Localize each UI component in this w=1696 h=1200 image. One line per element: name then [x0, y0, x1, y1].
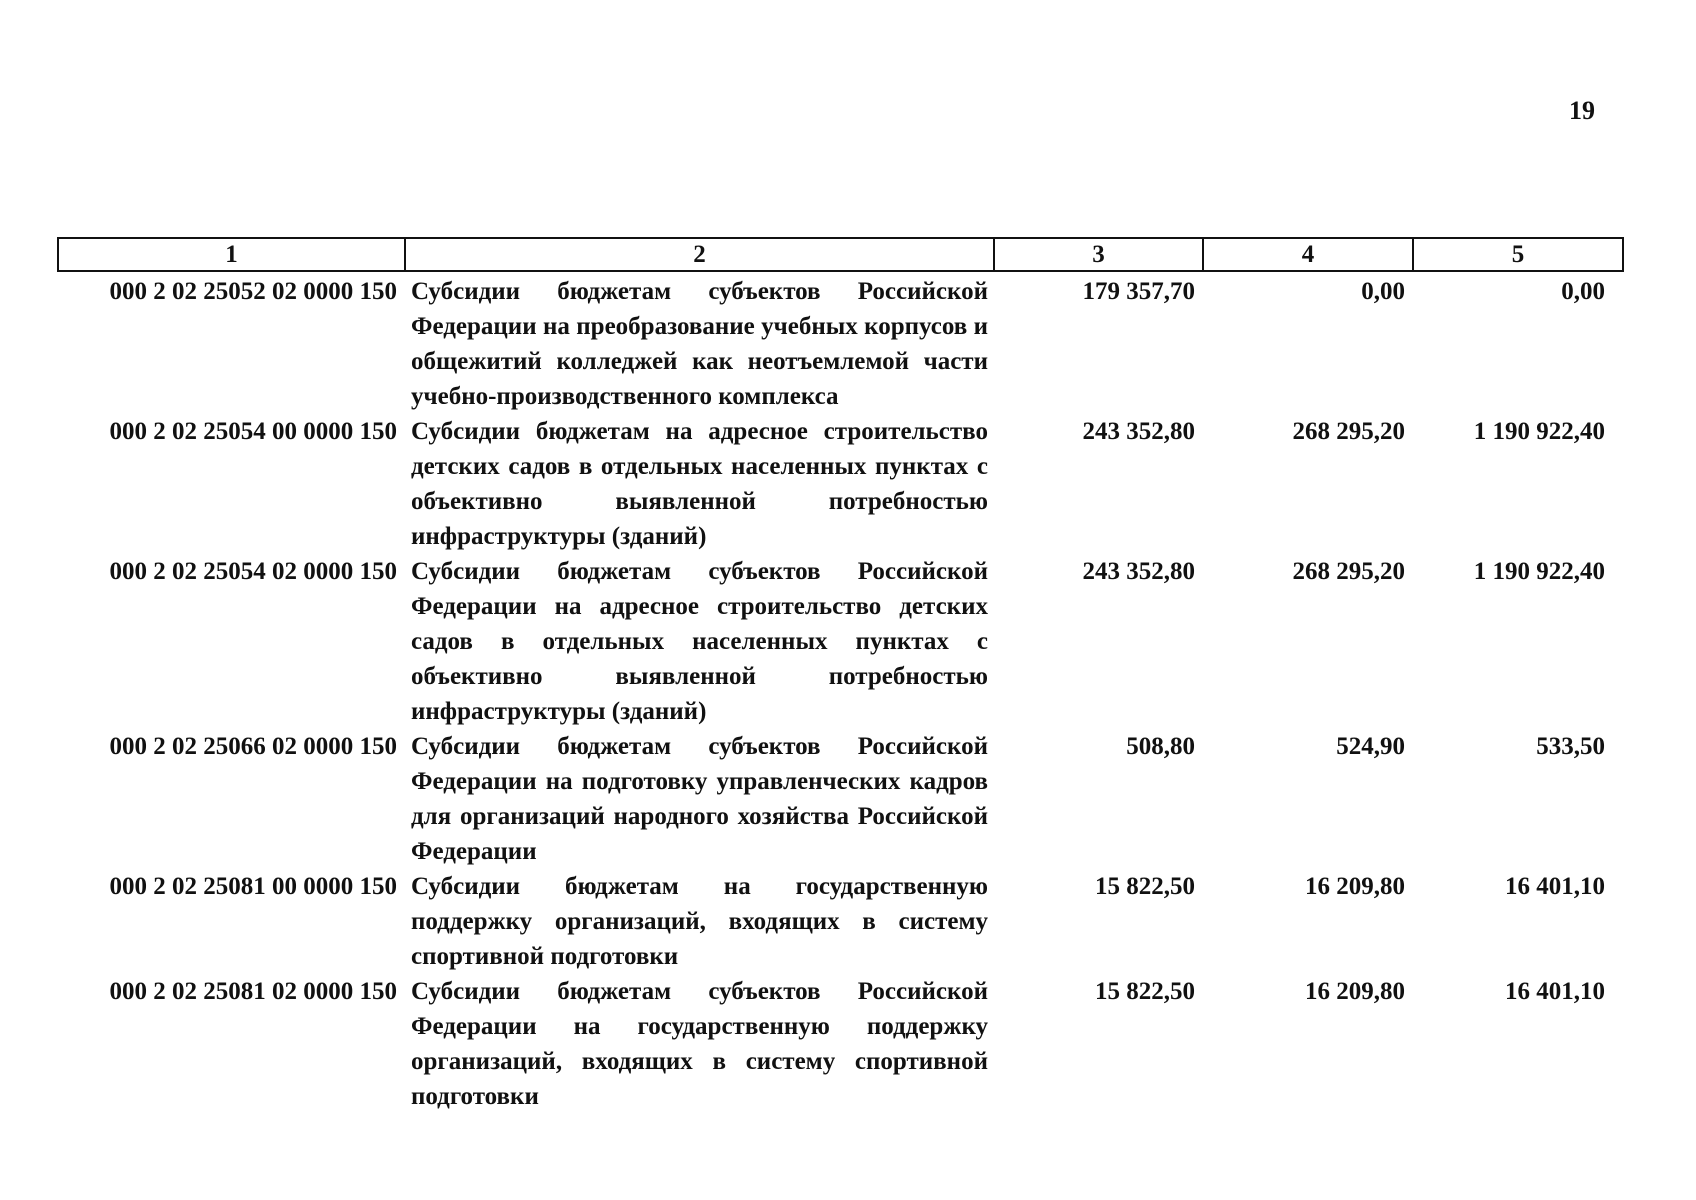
amount-col-4: 0,00	[1361, 278, 1405, 305]
table-row	[58, 271, 1623, 414]
amount-col-5: 16 401,10	[1505, 873, 1605, 900]
amount-col-5: 1 190 922,40	[1473, 558, 1605, 585]
header-col-2: 2	[405, 238, 994, 271]
budget-code: 000 2 02 25081 02 0000 150	[109, 978, 397, 1005]
item-description: Субсидии бюджетам субъектов Российской Федерации на подготовку управленческих кадров для организаций народного хозяйства Российской Федерации	[411, 733, 988, 865]
amount-col-3: 15 822,50	[1095, 978, 1195, 1005]
amount-col-3: 179 357,70	[1082, 278, 1195, 305]
header-row	[58, 238, 1623, 271]
amount-col-3: 243 352,80	[1082, 558, 1195, 585]
amount-col-5: 0,00	[1561, 278, 1605, 305]
item-description: Субсидии бюджетам на государственную поддержку организаций, входящих в систему спортивной подготовки	[411, 873, 988, 970]
budget-code: 000 2 02 25054 02 0000 150	[109, 558, 397, 585]
budget-code: 000 2 02 25081 00 0000 150	[109, 873, 397, 900]
table-header	[58, 238, 1623, 271]
header-col-3: 3	[994, 238, 1203, 271]
item-description: Субсидии бюджетам субъектов Российской Федерации на адресное строительство детских садов в отдельных населенных пунктах с объективно выявленной потребностью инфраструктуры (зданий)	[411, 558, 988, 725]
amount-col-4: 268 295,20	[1292, 418, 1405, 445]
amount-col-5: 16 401,10	[1505, 978, 1605, 1005]
amount-col-4: 16 209,80	[1305, 873, 1405, 900]
budget-code: 000 2 02 25066 02 0000 150	[109, 733, 397, 760]
table-row	[58, 974, 1623, 1114]
header-col-5: 5	[1413, 238, 1623, 271]
amount-col-4: 16 209,80	[1305, 978, 1405, 1005]
page-number: 19	[1569, 96, 1595, 125]
table-row	[58, 554, 1623, 729]
amount-col-4: 268 295,20	[1292, 558, 1405, 585]
item-description: Субсидии бюджетам на адресное строительство детских садов в отдельных населенных пунктах с объективно выявленной потребностью инфраструктуры (зданий)	[411, 418, 988, 550]
table-body	[58, 271, 1623, 1114]
budget-code: 000 2 02 25054 00 0000 150	[109, 418, 397, 445]
budget-code: 000 2 02 25052 02 0000 150	[109, 278, 397, 305]
table-row	[58, 414, 1623, 554]
amount-col-5: 533,50	[1536, 733, 1605, 760]
amount-col-4: 524,90	[1336, 733, 1405, 760]
table-row	[58, 869, 1623, 974]
header-col-1: 1	[58, 238, 405, 271]
amount-col-3: 508,80	[1126, 733, 1195, 760]
table-row	[58, 729, 1623, 869]
budget-table	[57, 237, 1624, 1114]
amount-col-5: 1 190 922,40	[1473, 418, 1605, 445]
header-col-4: 4	[1203, 238, 1413, 271]
item-description: Субсидии бюджетам субъектов Российской Федерации на государственную поддержку организаций, входящих в систему спортивной подготовки	[411, 978, 988, 1110]
amount-col-3: 243 352,80	[1082, 418, 1195, 445]
item-description: Субсидии бюджетам субъектов Российской Федерации на преобразование учебных корпусов и общежитий колледжей как неотъемлемой части учебно-производственного комплекса	[411, 278, 988, 410]
amount-col-3: 15 822,50	[1095, 873, 1195, 900]
